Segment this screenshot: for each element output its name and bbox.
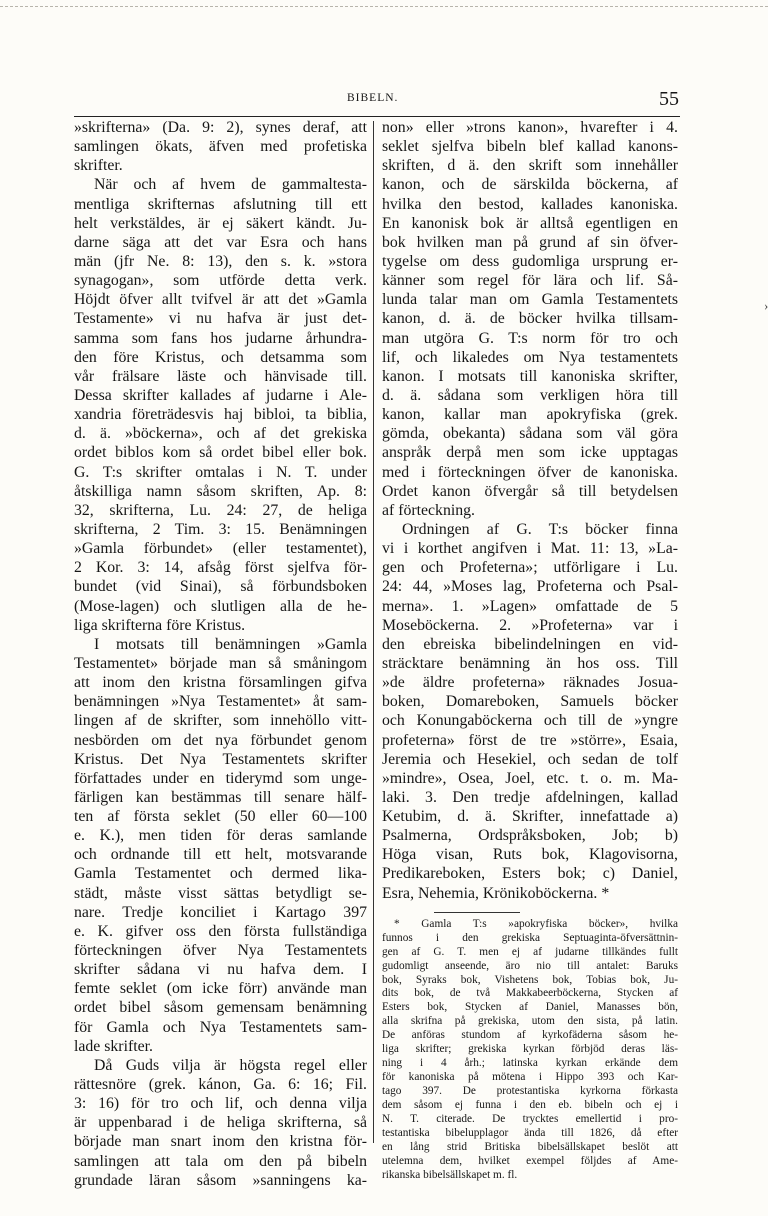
text-line: åtskilliga namn såsom skriften, Ap. 8: bbox=[74, 482, 367, 500]
text-line: e. K. gifver oss den första fullständiga bbox=[74, 922, 367, 940]
text-line: vi i korthet angifven i Mat. 11: 13, »La- bbox=[382, 540, 678, 558]
text-line: mentliga skrifternas afslutning till ett bbox=[74, 195, 367, 213]
text-line: förteckningen öfver Nya Testamentets bbox=[74, 942, 367, 960]
text-line: e. K.), men tiden för deras samlande bbox=[74, 827, 367, 845]
text-line: bok, Syraks bok, Vishetens bok, Tobias bok, Ju- bbox=[382, 973, 678, 986]
text-line: benämningen »Nya Testamentet» åt sam- bbox=[74, 693, 367, 711]
text-line: Testamente» vi nu hafva är just det- bbox=[74, 310, 367, 328]
text-line: liga skrifter; grekiska kyrkan förbjöd deras läs- bbox=[382, 1043, 678, 1056]
text-line: femte seklet (om icke förr) använde man bbox=[74, 980, 367, 998]
text-line: samlingen ökats, äfven med profetiska bbox=[74, 138, 367, 156]
text-line: samma som fans hos judarne århundra- bbox=[74, 329, 367, 347]
text-line: Moseböckerna. 2. »Profeterna» var i bbox=[382, 616, 678, 634]
text-line: dem såsom ej funna i den eb. bibeln och ej i bbox=[382, 1098, 678, 1111]
text-line: med i förteckningen öfver de kanoniska. bbox=[382, 463, 678, 481]
text-line: kanon. I motsats till kanoniska skrifter, bbox=[382, 367, 678, 385]
text-line: Psalmerna, Ordspråksboken, Job; b) bbox=[382, 827, 678, 845]
text-line: 3: 16) för tro och lif, och denna vilja bbox=[74, 1095, 367, 1113]
text-line: »mindre», Osea, Joel, etc. t. o. m. Ma- bbox=[382, 769, 678, 787]
text-line: bundet (vid Sinai), så förbundsboken bbox=[74, 578, 367, 596]
text-line: alla skrifna på grekiska, utom den sista, på latin. bbox=[382, 1015, 678, 1028]
text-line: * Gamla T:s »apokryfiska böcker», hvilka bbox=[394, 917, 678, 930]
text-line: man utgöra G. T:s norm för tro och bbox=[382, 329, 678, 347]
text-line: skrifterna, 2 Tim. 3: 15. Benämningen bbox=[74, 520, 367, 538]
text-line: N. T. citerade. De trycktes emellertid i pro- bbox=[382, 1112, 678, 1125]
text-line: xandria företrädesvis haj bibloi, ta biblia, bbox=[74, 406, 367, 424]
text-line: samlingen att tala om den på bibeln bbox=[74, 1152, 367, 1170]
text-line: »Gamla förbundet» (eller testamentet), bbox=[74, 540, 367, 558]
text-line: gömda, obekanta) sådana som väl göra bbox=[382, 425, 678, 443]
text-line: 2 Kor. 3: 14, afsåg först sjelfva för- bbox=[74, 559, 367, 577]
text-line: för Gamla och Nya Testamentets sam- bbox=[74, 1018, 367, 1036]
text-line: att inom den kristna församlingen gifva bbox=[74, 674, 367, 692]
text-line: gen och Profeterna»; utförligare i Lu. bbox=[382, 559, 678, 577]
text-line: Ketubim, d. ä. Skrifter, innefattade a) bbox=[382, 808, 678, 826]
text-line: merna». 1. »Lagen» omfattade de 5 bbox=[382, 597, 678, 615]
text-line: en lång strid Britiska bibelsällskapet beslöt att bbox=[382, 1140, 678, 1153]
text-line: kanon, kallar man apokryfiska (grek. bbox=[382, 406, 678, 424]
text-line: Ordningen af G. T:s böcker finna bbox=[402, 520, 678, 538]
text-line: synagogan», som utförde detta verk. bbox=[74, 272, 367, 290]
text-line: seklet sjelfva bibeln blef kallad kanons- bbox=[382, 138, 678, 156]
text-line: dits bok, de två Makkabeerböckerna, Stycken af bbox=[382, 987, 678, 1000]
text-line: »skrifterna» (Da. 9: 2), synes deraf, att bbox=[74, 119, 367, 136]
text-line: d. ä. »böckerna», och af det grekiska bbox=[74, 425, 367, 443]
text-line: ordet biblos kom så ordet bibel eller bok. bbox=[74, 444, 367, 462]
text-line: darne säga att det var Esra och hans bbox=[74, 233, 367, 251]
text-line: rättesnöre (grek. kánon, Ga. 6: 16; Fil. bbox=[74, 1076, 367, 1094]
text-line: G. T:s skrifter omtalas i N. T. under bbox=[74, 463, 367, 481]
text-line: rikanska bibelsällskapet m. fl. bbox=[382, 1168, 518, 1181]
text-line: ordet bibel såsom gemensam benämning bbox=[74, 999, 367, 1017]
text-line: Testamentet» började man så småningom bbox=[74, 654, 367, 672]
text-line: af förteckning. bbox=[382, 501, 475, 519]
text-line: och Konungaböckerna och till de »yngre bbox=[382, 712, 678, 730]
text-line: »de äldre profeterna» räknades Josua- bbox=[382, 674, 678, 692]
text-line: Ordet kanon öfvergår så till betydelsen bbox=[382, 482, 678, 500]
text-line: ten af första seklet (50 eller 60—100 bbox=[74, 808, 367, 826]
text-line: lunda talar man om Gamla Testamentets bbox=[382, 291, 678, 309]
text-line: Då Guds vilja är högsta regel eller bbox=[94, 1056, 367, 1074]
column-divider bbox=[373, 121, 374, 1143]
header-rule bbox=[74, 116, 680, 117]
text-line: liga skrifterna före Kristus. bbox=[74, 616, 246, 634]
text-line: ning i 4 årh.; latinska kyrkan erkände dem bbox=[382, 1057, 678, 1070]
text-line: känner som regel för lära och lif. Så- bbox=[382, 272, 678, 290]
margin-mark: › bbox=[764, 298, 768, 313]
text-line: och ordnande till ett helt, motsvarande bbox=[74, 846, 367, 864]
text-line: tygelse om dess gudomliga ursprung er- bbox=[382, 252, 678, 270]
text-line: (Mose-lagen) och slutligen alla de he- bbox=[74, 597, 367, 615]
text-line: Esters bok, Stycken af Daniel, Manasses bön, bbox=[382, 1001, 678, 1014]
text-line: En kanonisk bok är alltså egentligen en bbox=[382, 214, 678, 232]
text-line: tago 397. De protestantiska kyrkorna förkasta bbox=[382, 1085, 678, 1098]
text-line: testantiska bibelupplagor ända till 1826, då efter bbox=[382, 1126, 678, 1139]
text-line: nare. Tredje konciliet i Kartago 397 bbox=[74, 903, 367, 921]
text-line: kanon, och de särskilda böckerna, af bbox=[382, 176, 678, 194]
text-line: sträcktare benämning än hos oss. Till bbox=[382, 654, 678, 672]
text-line: De anföras stundom af kyrkofäderna såsom he- bbox=[382, 1029, 678, 1042]
text-line: skrifter sådana vi nu hafva dem. I bbox=[74, 961, 367, 979]
text-line: Jeremia och Hesekiel, och sedan de tolf bbox=[382, 750, 678, 768]
running-header: BIBELN. bbox=[347, 92, 399, 104]
text-line: helt verkstäldes, är ej säkert kändt. Ju- bbox=[74, 214, 367, 232]
text-line: lingen af de skrifter, som innehöllo vitt- bbox=[74, 712, 367, 730]
right-column-text bbox=[382, 118, 678, 903]
text-line: d. ä. sådana som verkligen höra till bbox=[382, 386, 678, 404]
text-line: Gamla Testamentet och dermed lika- bbox=[74, 865, 367, 883]
text-line: laki. 3. Den tredje afdelningen, kallad bbox=[382, 788, 678, 806]
text-line: städt, måste visst sättas betydligt se- bbox=[74, 884, 367, 902]
text-line: profeterna» först de tre »större», Esaia, bbox=[382, 731, 678, 749]
top-edge-rule bbox=[0, 6, 768, 7]
footnote-separator bbox=[434, 912, 520, 913]
text-line: är uppenbarad i de heliga skrifterna, så bbox=[74, 1114, 367, 1132]
text-line: gen af G. T. men ej af judarne tillkändes fullt bbox=[382, 945, 678, 958]
text-line: män (jfr Ne. 8: 13), den s. k. »stora bbox=[74, 252, 367, 270]
page-number: 55 bbox=[659, 88, 679, 110]
text-line: När och af hvem de gammaltesta- bbox=[94, 176, 367, 194]
text-line: Höga visan, Ruts bok, Klagovisorna, bbox=[382, 846, 678, 864]
text-line: författades under en tiderymd som unge- bbox=[74, 769, 367, 787]
text-line: I motsats till benämningen »Gamla bbox=[94, 635, 367, 653]
text-line: färligen kan bestämmas till senare hälf- bbox=[74, 788, 367, 806]
text-line: Höjdt öfver allt tvifvel är att det »Gamla bbox=[74, 291, 367, 309]
text-line: nesbörden om det nya förbundet genom bbox=[74, 731, 367, 749]
text-line: den ebreiska bibelindelningen en vid- bbox=[382, 635, 678, 653]
text-line: den före Kristus, och detsamma som bbox=[74, 348, 367, 366]
text-line: kanon, d. ä. de böcker hvilka tillsam- bbox=[382, 310, 678, 328]
text-line: Predikareboken, Esters bok; c) Daniel, bbox=[382, 865, 678, 883]
text-line: 32, skrifterna, Lu. 24: 27, de heliga bbox=[74, 501, 367, 519]
text-line: lade skrifter. bbox=[74, 1037, 153, 1055]
footnote bbox=[382, 918, 678, 1183]
text-line: Esra, Nehemia, Krönikoböckerna. * bbox=[382, 884, 610, 902]
text-line: 24: 44, »Moses lag, Profeterna och Psal- bbox=[382, 578, 678, 596]
text-line: hvilka den bestod, kallades kanoniska. bbox=[382, 195, 678, 213]
text-line: gudomligt anseende, äro nio till antalet: Baruks bbox=[382, 959, 678, 972]
text-line: Dessa skrifter kallades af judarne i Ale- bbox=[74, 386, 367, 404]
text-line: för kanoniska på mötena i Hippo 393 och Kar- bbox=[382, 1071, 678, 1084]
left-column-text bbox=[74, 118, 367, 1190]
text-line: non» eller »trons kanon», hvarefter i 4. bbox=[382, 119, 678, 136]
text-line: Kristus. Det Nya Testamentets skrifter bbox=[74, 750, 367, 768]
right-column bbox=[382, 118, 678, 1183]
text-line: lif, och likaledes om Nya testamentets bbox=[382, 348, 678, 366]
text-line: boken, Domareboken, Samuels böcker bbox=[382, 693, 678, 711]
text-line: anspråk derpå men som icke upptagas bbox=[382, 444, 678, 462]
text-line: skriften, d ä. den skrift som innehåller bbox=[382, 157, 678, 175]
text-line: vår frälsare läste och hänvisade till. bbox=[74, 367, 367, 385]
text-line: bok hvilken man på grund af sin öfver- bbox=[382, 233, 678, 251]
text-line: funnos i den grekiska Septuaginta-öfversättnin- bbox=[382, 931, 678, 944]
text-line: utelemna dem, hvilket exempel följdes af Ame- bbox=[382, 1154, 678, 1167]
text-line: började man snart inom den kristna för- bbox=[74, 1133, 367, 1151]
text-line: skrifter. bbox=[74, 157, 123, 175]
text-line: grundade läran såsom »sanningens ka- bbox=[74, 1171, 367, 1189]
